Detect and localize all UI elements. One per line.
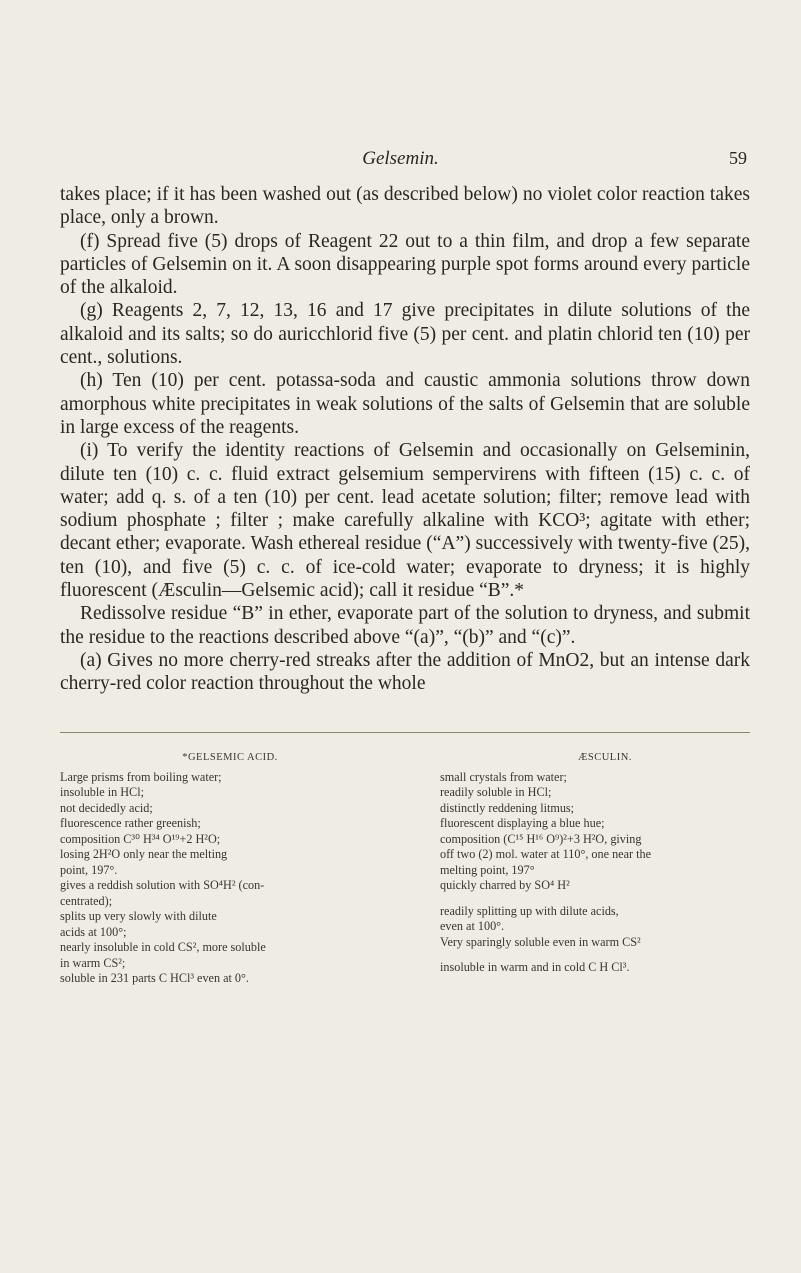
footnote-line: splits up very slowly with dilute xyxy=(60,909,217,923)
footnote-spacer xyxy=(440,950,770,960)
footnote-line: Very sparingly soluble even in warm CS² xyxy=(440,934,641,949)
footnote-line: Large prisms from boiling water; xyxy=(60,769,222,784)
paragraph: Redissolve residue “B” in ether, evaporate part of the solution to dryness, and submit the residue to the reactions described above “(a)”, “(b)” and “(c)”. xyxy=(60,603,750,648)
footnote-heading: ÆSCULIN. xyxy=(578,752,632,763)
footnote-line: fluorescent displaying a blue hue; xyxy=(440,816,605,830)
footnote-line: insoluble in warm and in cold C H Cl³. xyxy=(440,960,630,974)
footnote-gelsemic-acid xyxy=(60,750,400,987)
footnote-line: readily splitting up with dilute acids, xyxy=(440,903,619,918)
footnote-line: readily soluble in HCl; xyxy=(440,785,552,799)
page-header xyxy=(0,148,801,174)
footnote-line: nearly insoluble in cold CS², more soluble xyxy=(60,940,266,954)
running-title: Gelsemin. xyxy=(362,148,439,169)
footnote-line: acids at 100°; xyxy=(60,924,127,939)
paragraph: (h) Ten (10) per cent. potassa-soda and caustic ammonia solutions throw down amorphous white precipitates in weak solutions of the salts of Gelsemin that are soluble in large excess of the reagents. xyxy=(60,370,750,438)
footnote-line: soluble in 231 parts C HCl³ even at 0°. xyxy=(60,971,249,985)
paragraph: (a) Gives no more cherry-red streaks after the addition of MnO2, but an intense dark cherry-red color reaction throughout the whole xyxy=(60,649,750,695)
footnote-line: centrated); xyxy=(60,893,113,908)
footnote-line: point, 197°. xyxy=(60,862,118,877)
footnote-line: even at 100°. xyxy=(440,919,505,933)
footnote-line: not decidedly acid; xyxy=(60,800,153,815)
footnote-line: composition (C¹⁵ H¹⁶ O⁹)²+3 H²O, giving xyxy=(440,831,642,846)
footnote-line: losing 2H²O only near the melting xyxy=(60,847,228,861)
footnote-divider xyxy=(60,732,750,733)
footnote-line: gives a reddish solution with SO⁴H² (con- xyxy=(60,878,265,892)
footnote-line: off two (2) mol. water at 110°, one near the xyxy=(440,847,651,861)
page-number: 59 xyxy=(729,148,747,168)
main-text xyxy=(60,183,750,696)
footnote-heading: *GELSEMIC ACID. xyxy=(182,752,278,763)
paragraph: (f) Spread five (5) drops of Reagent 22 out to a thin film, and drop a few separate particles of Gelsemin on it. A soon disappearing purple spot forms around every particle of the alkaloid. xyxy=(60,230,750,299)
paragraph: (i) To verify the identity reactions of Gelsemin and occasionally on Gelseminin, dilute ten (10) c. c. fluid extract gelsemium sempervirens with fifteen (15) c. c. of water; add q. s. of a ten (10) per cent. lead acetate solution; filter; remove lead with sodium phosphate ; filter ; make carefully alkaline with KCO³; agitate with ether; decant ether; evaporate. Wash ethereal residue (“A”) successively with twenty-five (25), ten (10), and five (5) c. c. of ice-cold water; evaporate to dryness; it is highly fluorescent (Æsculin—Gelsemic acid); call it residue “B”.* xyxy=(60,440,750,602)
paragraph: takes place; if it has been washed out (as described below) no violet color reaction takes place, only a brown. xyxy=(60,184,750,229)
footnote-line: distinctly reddening litmus; xyxy=(440,800,575,815)
footnote-line: fluorescence rather greenish; xyxy=(60,816,201,830)
footnote-line: in warm CS²; xyxy=(60,955,126,970)
footnote-spacer xyxy=(440,894,770,904)
footnote-line: small crystals from water; xyxy=(440,769,567,784)
paragraph: (g) Reagents 2, 7, 12, 13, 16 and 17 give precipitates in dilute solutions of the alkaloid and its salts; so do auricchlorid five (5) per cent. and platin chlorid ten (10) per cent., solutions. xyxy=(60,300,750,369)
footnote-line: quickly charred by SO⁴ H² xyxy=(440,878,570,892)
footnotes xyxy=(60,750,770,987)
footnote-line: melting point, 197° xyxy=(440,862,535,877)
footnote-line: composition C³⁰ H³⁴ O¹⁹+2 H²O; xyxy=(60,831,221,846)
footnote-aesculin xyxy=(440,750,770,987)
footnote-line: insoluble in HCl; xyxy=(60,785,144,799)
